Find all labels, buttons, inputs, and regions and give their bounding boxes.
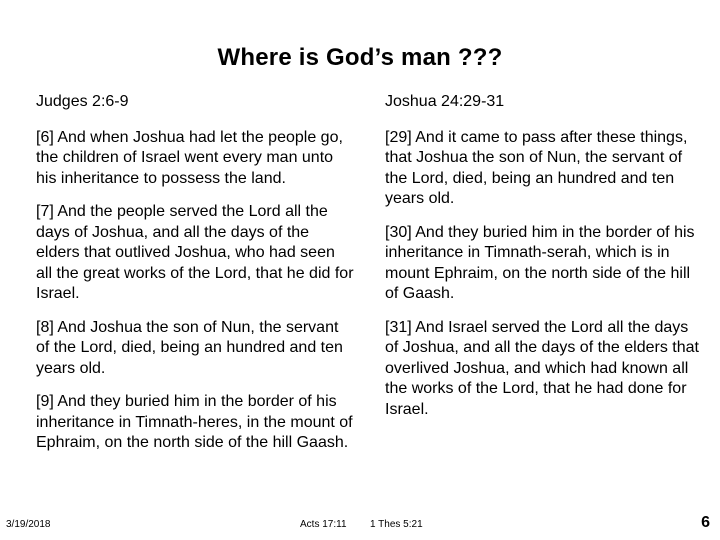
joshua-verse-31: [31] And Israel served the Lord all the days of Joshua, and all the days of the elders that overlived Joshua, and which had known all the works of the Lord, that he had done for Israel. — [385, 318, 699, 418]
footer-reference-thessalonians: 1 Thes 5:21 — [370, 519, 423, 530]
judges-verse-7: [7] And the people served the Lord all the days of Joshua, and all the days of the elders that outlived Joshua, who had seen all the great works of the Lord, that he did for Israel. — [36, 203, 354, 302]
judges-verse-9: [9] And they buried him in the border of his inheritance in Timnath-heres, in the mount of Ephraim, on the north side of the hill Gaash. — [36, 393, 353, 451]
judges-heading: Judges 2:6-9 — [36, 93, 129, 110]
footer-date: 3/19/2018 — [6, 519, 51, 530]
joshua-column — [385, 92, 705, 433]
joshua-verse-29: [29] And it came to pass after these things, that Joshua the son of Nun, the servant of the Lord, died, being an hundred and ten years old. — [385, 128, 688, 207]
joshua-heading: Joshua 24:29-31 — [385, 93, 505, 110]
slide-title: Where is God’s man ??? — [217, 44, 503, 71]
judges-verse-8: [8] And Joshua the son of Nun, the servant of the Lord, died, being an hundred and ten years old. — [36, 318, 343, 377]
judges-verse-6: [6] And when Joshua had let the people go, the children of Israel went every man unto his inheritance to possess the land. — [36, 128, 343, 187]
page-number: 6 — [701, 514, 710, 531]
footer-reference-acts: Acts 17:11 — [300, 519, 347, 530]
judges-column — [36, 92, 354, 467]
joshua-verse-30: [30] And they buried him in the border of his inheritance in Timnath-serah, which is in mount Ephraim, on the north side of the hill of Gaash. — [385, 223, 695, 302]
